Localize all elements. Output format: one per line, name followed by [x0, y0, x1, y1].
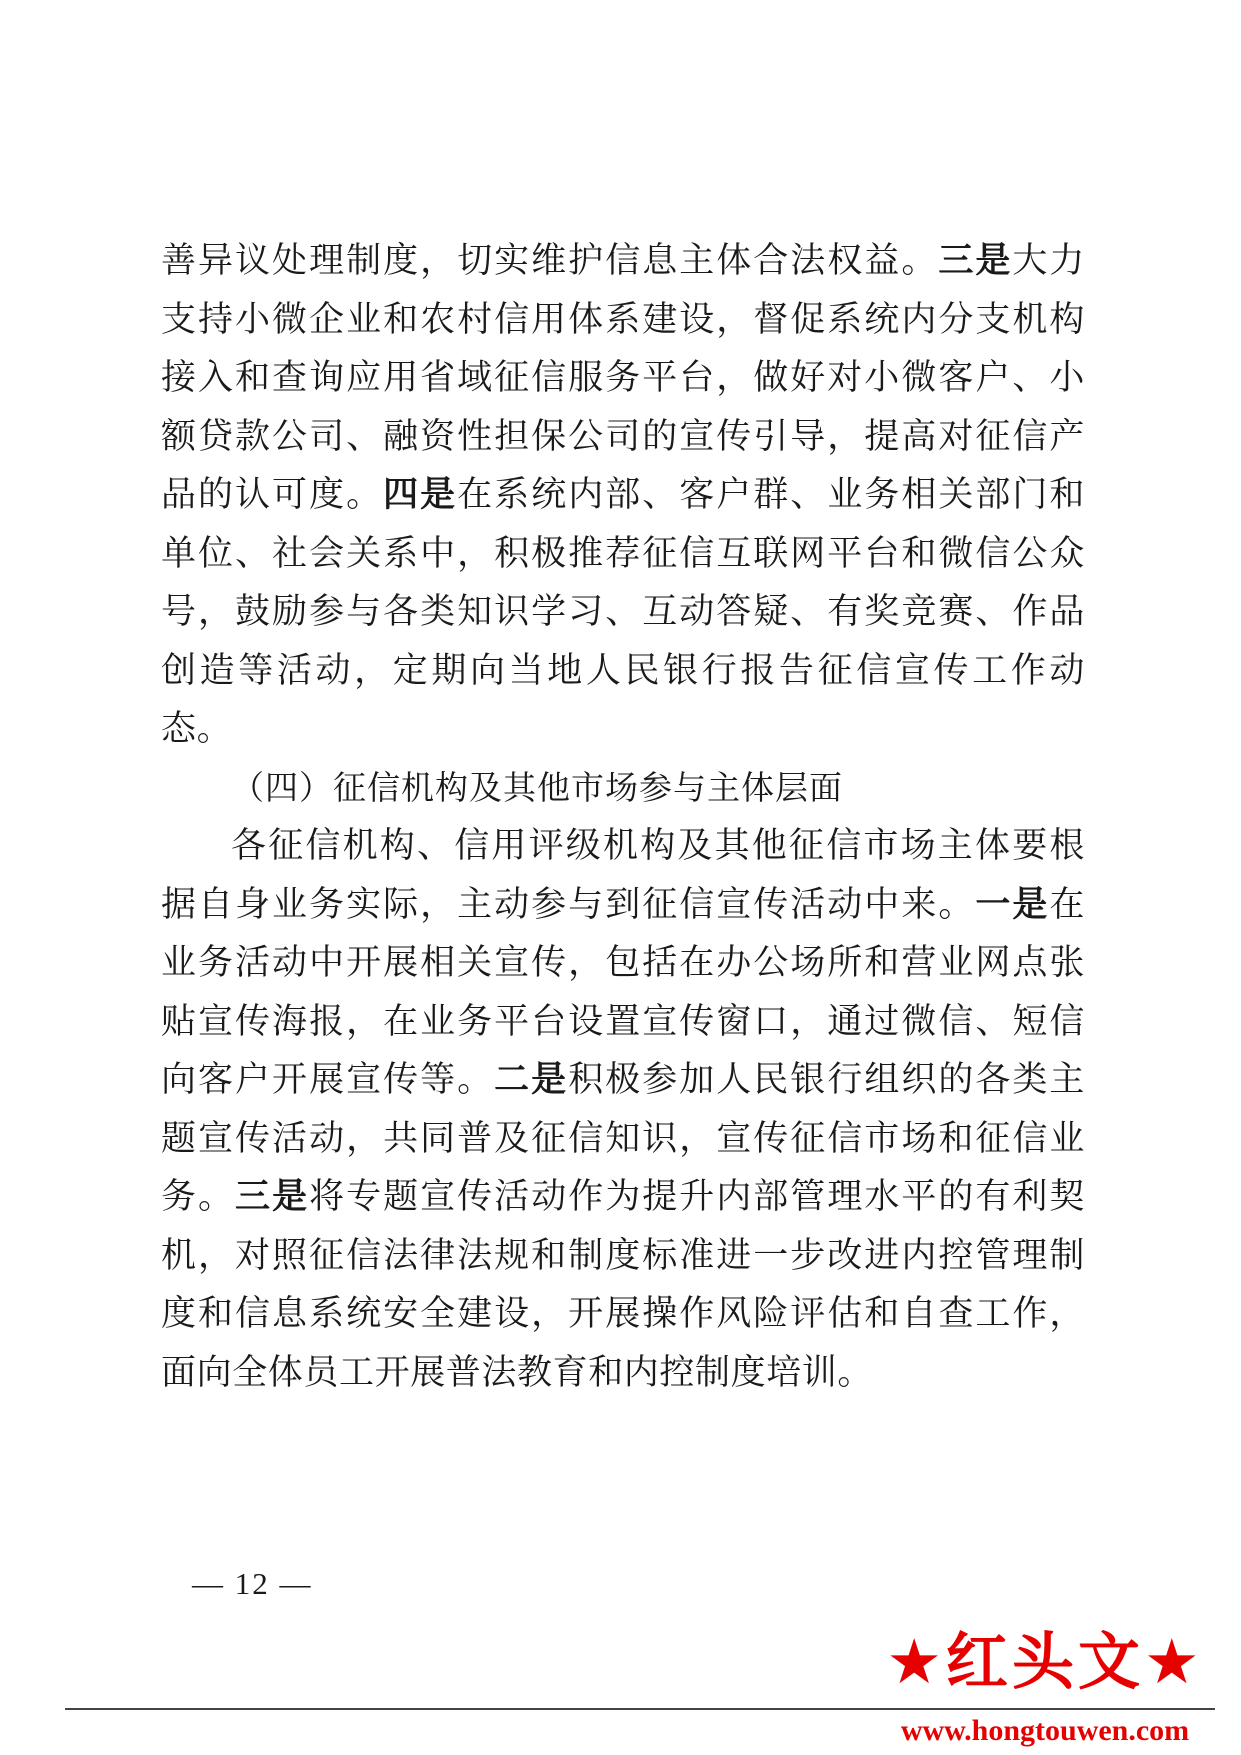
bold-marker: 二是 [494, 1059, 569, 1100]
bold-marker: 三是 [938, 240, 1013, 281]
text-segment: 善异议处理制度，切实维护信息主体合法权益。 [161, 241, 939, 281]
paragraph-institutions [161, 817, 1085, 1402]
text-segment: 各征信机构、信用评级机构及其他征信市场主体要根据自身业务实际，主动参与到征信宣传活动中来。 [161, 826, 1085, 925]
page-number: — 12 — [192, 1566, 313, 1601]
text-segment: 将专题宣传活动作为提升内部管理水平的有利契机，对照征信法律法规和制度标准进一步改进内控管理制度和信息系统安全建设，开展操作风险评估和自查工作，面向全体员工开展普法教育和内控制度培训。 [161, 1177, 1086, 1393]
paragraph-continued [161, 232, 1085, 759]
document-body [161, 232, 1085, 1402]
footer-divider [65, 1708, 1215, 1710]
text-segment: 在业务活动中开展相关宣传，包括在办公场所和营业网点张贴宣传海报，在业务平台设置宣传窗口，通过微信、短信向客户开展宣传等。 [161, 884, 1086, 1100]
section-heading: （四）征信机构及其他市场参与主体层面 [231, 767, 843, 807]
watermark-url: www.hongtouwen.com [900, 1714, 1190, 1747]
text-segment: 积极参加人民银行组织的各类主题宣传活动，共同普及征信知识，宣传征信市场和征信业务。 [161, 1060, 1086, 1217]
bold-marker: 四是 [383, 474, 458, 515]
watermark-title: ★红头文★ [886, 1625, 1204, 1698]
text-segment: 大力支持小微企业和农村信用体系建设，督促系统内分支机构接入和查询应用省域征信服务平台，做好对小微客户、小额贷款公司、融资性担保公司的宣传引导，提高对征信产品的认可度。 [161, 241, 1086, 515]
bold-marker: 三是 [235, 1176, 310, 1217]
text-segment: 在系统内部、客户群、业务相关部门和单位、社会关系中，积极推荐征信互联网平台和微信公众号，鼓励参与各类知识学习、互动答疑、有奖竞赛、作品创造等活动，定期向当地人民银行报告征信宣传工作动态。 [161, 475, 1086, 749]
bold-marker: 一是 [975, 883, 1050, 925]
watermark [865, 1620, 1225, 1750]
